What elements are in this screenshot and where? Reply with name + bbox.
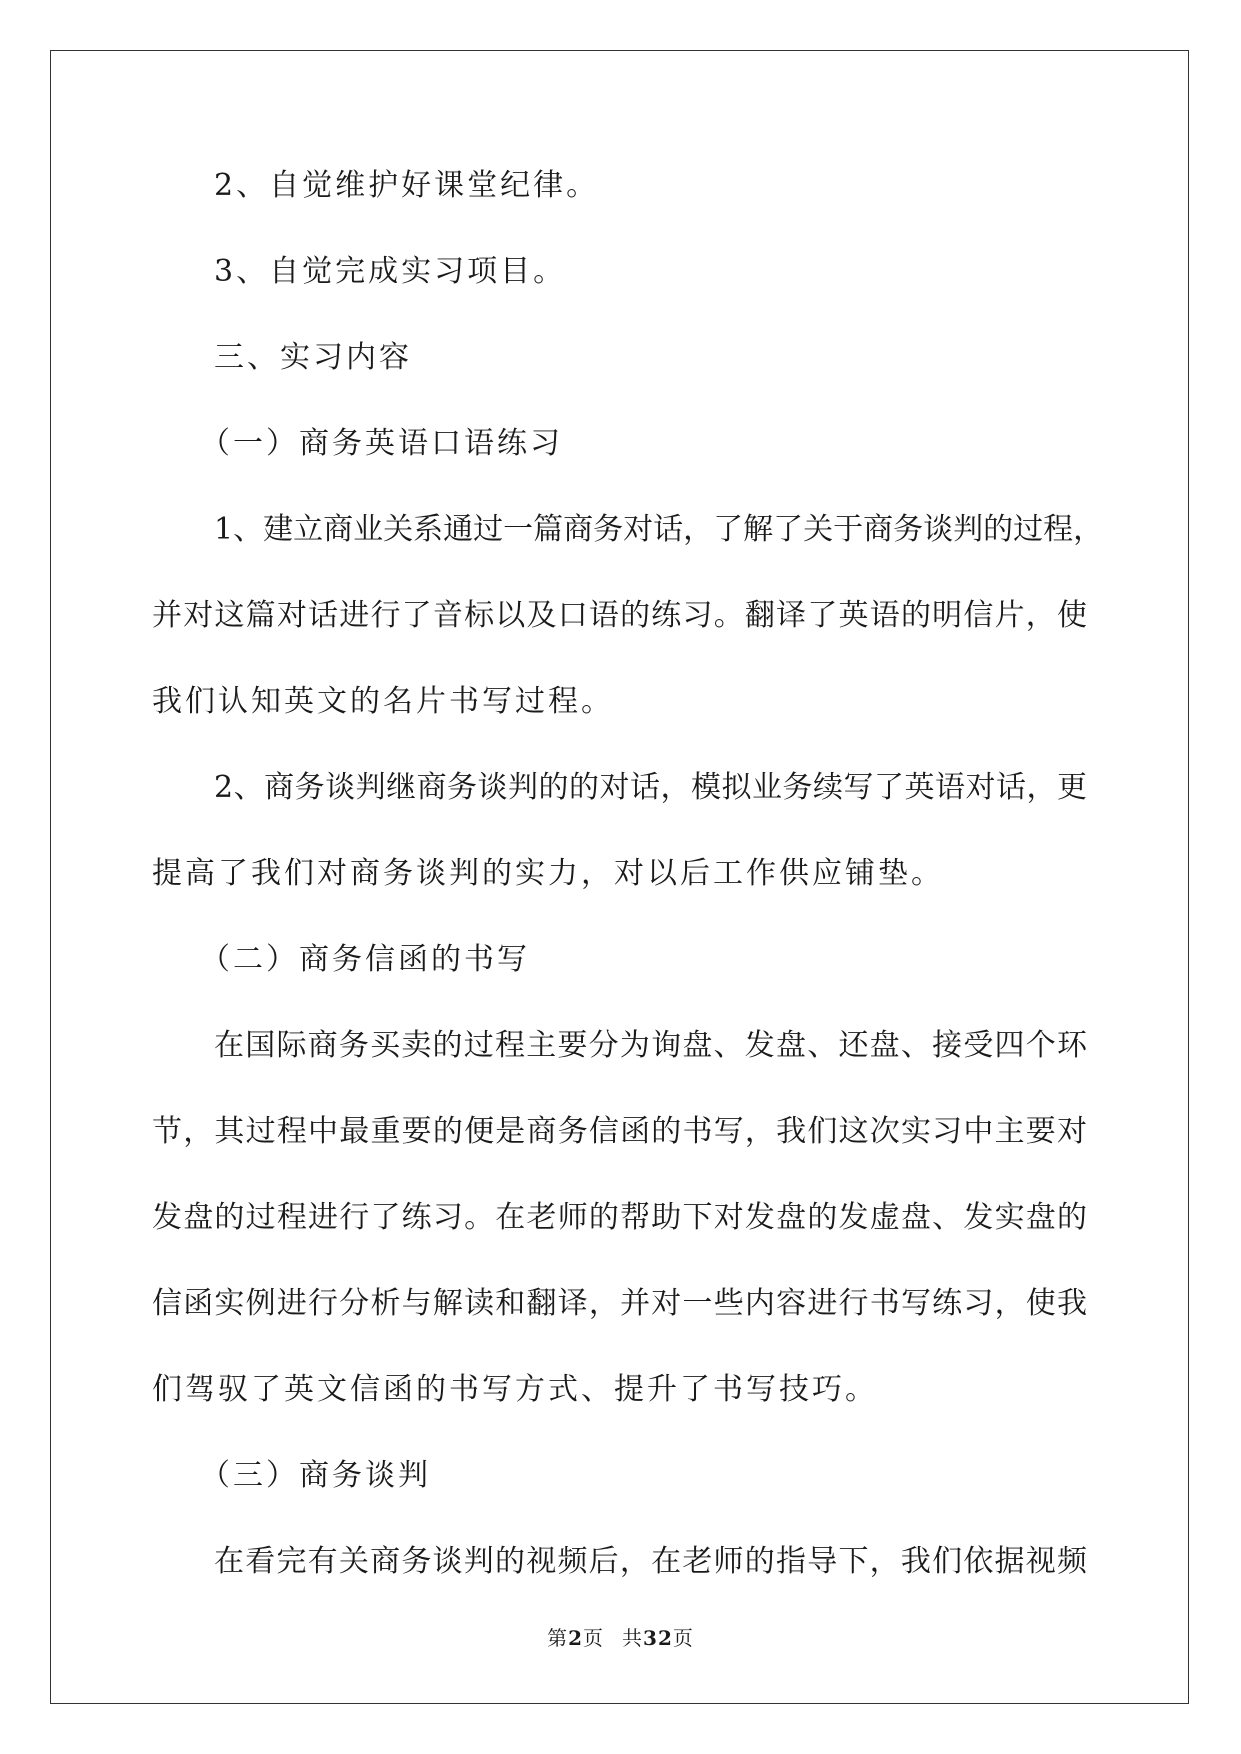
footer-total-suffix: 页 — [672, 1626, 694, 1650]
paragraph-line: 在国际商务买卖的过程主要分为询盘、发盘、还盘、接受四个环 — [214, 1028, 1087, 1063]
subsection-heading: （二）商务信函的书写 — [200, 942, 530, 977]
paragraph-line: 信函实例进行分析与解读和翻译，并对一些内容进行书写练习，使我 — [152, 1286, 1087, 1321]
paragraph-line: 2、自觉维护好课堂纪律。 — [214, 168, 600, 203]
page-footer — [0, 1624, 1241, 1652]
paragraph-line: 提高了我们对商务谈判的实力，对以后工作供应铺垫。 — [152, 856, 944, 891]
paragraph-line: 并对这篇对话进行了音标以及口语的练习。翻译了英语的明信片，使 — [152, 598, 1087, 633]
footer-page-suffix: 页 — [583, 1626, 605, 1650]
paragraph-line: 发盘的过程进行了练习。在老师的帮助下对发盘的发虚盘、发实盘的 — [152, 1200, 1087, 1235]
paragraph-line: 我们认知英文的名片书写过程。 — [152, 684, 614, 719]
paragraph-line: 1、建立商业关系通过一篇商务对话，了解了关于商务谈判的过程， — [214, 512, 1104, 547]
total-page-count: 32 — [643, 1626, 673, 1650]
paragraph-line: 3、自觉完成实习项目。 — [214, 254, 567, 289]
paragraph-line: 在看完有关商务谈判的视频后，在老师的指导下，我们依据视频 — [214, 1544, 1087, 1579]
subsection-heading: （一）商务英语口语练习 — [200, 426, 563, 461]
footer-prefix: 第 — [547, 1626, 569, 1650]
section-heading: 三、实习内容 — [214, 340, 412, 375]
paragraph-line: 们驾驭了英文信函的书写方式、提升了书写技巧。 — [152, 1372, 878, 1407]
subsection-heading: （三）商务谈判 — [200, 1458, 431, 1493]
current-page-number: 2 — [568, 1626, 584, 1650]
paragraph-line: 节，其过程中最重要的便是商务信函的书写，我们这次实习中主要对 — [152, 1114, 1087, 1149]
paragraph-line: 2、商务谈判继商务谈判的的对话，模拟业务续写了英语对话，更 — [214, 770, 1087, 805]
footer-total-prefix: 共 — [622, 1626, 644, 1650]
